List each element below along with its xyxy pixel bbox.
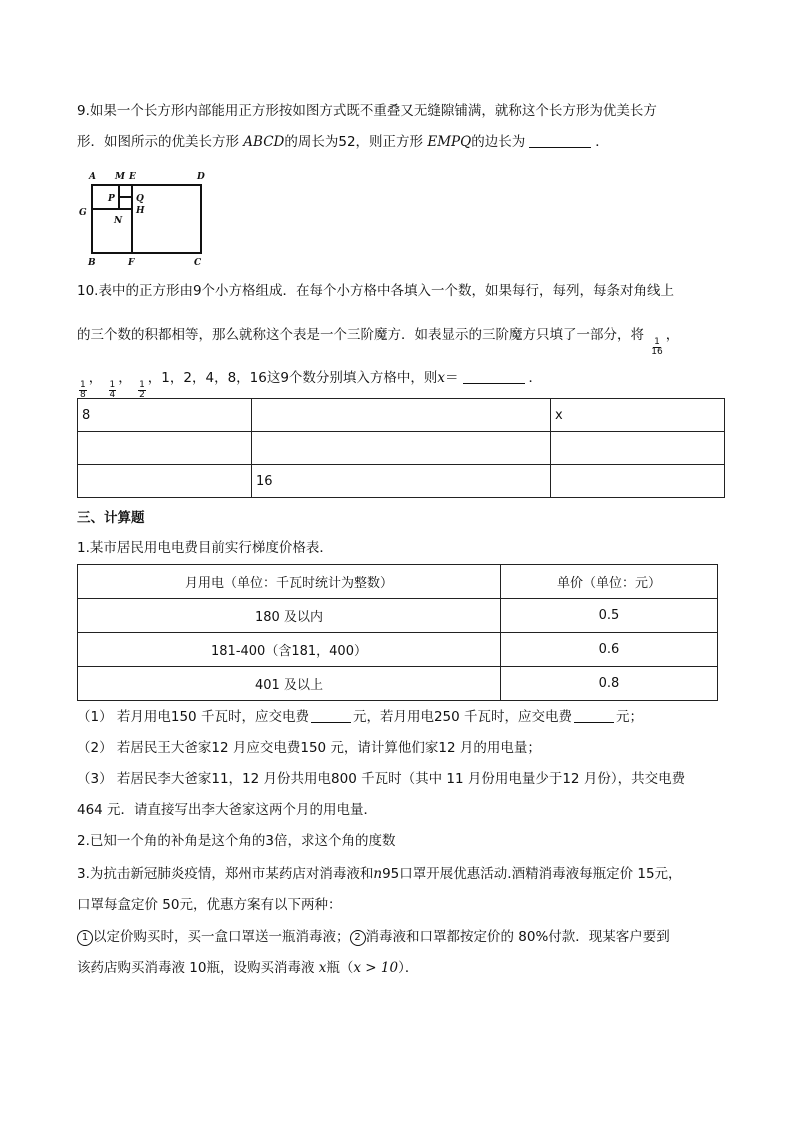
sub1-text-a: （1） 若月用电150 千瓦时，应交电费 (77, 709, 309, 725)
sub1-text-c: 元； (616, 709, 644, 725)
q10-line1: 10.表中的正方形由9个小方格组成．在每个小方格中各填入一个数，如果每行，每列，每条对角线上 (77, 283, 675, 299)
tariff-cell: 0.8 (501, 667, 718, 701)
magic-cell[interactable] (551, 465, 725, 498)
section-title: 三、计算题 (77, 510, 145, 526)
q9-text-c: 的边长为 (471, 134, 526, 150)
sub1 (77, 707, 643, 727)
magic-square-table (77, 398, 725, 498)
q10-eq: ＝ (445, 370, 459, 386)
circled-one: 1 (77, 930, 93, 946)
sub1-blank-2[interactable] (574, 708, 614, 723)
q9-text-a: 形．如图所示的优美长方形 (77, 134, 244, 150)
tariff-cell: 181-400（含181，400） (78, 633, 501, 667)
p3-text-e: ）． (398, 960, 419, 976)
q10-line2 (77, 325, 679, 357)
q9-rect-name: ABCD (243, 134, 285, 150)
tariff-header-usage: 月用电（单位：千瓦时统计为整数） (78, 565, 501, 599)
p3-line4 (77, 958, 418, 978)
tariff-cell: 180 及以内 (78, 599, 501, 633)
p3-line1 (77, 864, 682, 884)
frac-1-16: $\frac{1}{16}$ (651, 337, 663, 357)
p1-intro: 1.某市居民用电电费目前实行梯度价格表． (77, 540, 333, 556)
sub3-line2: 464 元．请直接写出李大爸家这两个月的用电量． (77, 802, 378, 818)
p3-option2: 消毒液和口罩都按定价的 80%付款．现某客户要到 (365, 929, 670, 945)
q10-line3 (77, 368, 542, 400)
sub1-text-b: 元，若月用电250 千瓦时，应交电费 (352, 709, 573, 725)
p3-condition: x > 10 (353, 960, 399, 976)
q9-text-b: 的周长为52，则正方形 (284, 134, 428, 150)
sub2: （2） 若居民王大爸家12 月应交电费150 元，请计算他们家12 月的用电量； (77, 740, 541, 756)
magic-cell[interactable] (78, 432, 252, 465)
label-c: C (194, 258, 202, 268)
label-m: M (115, 172, 125, 182)
table-row (78, 465, 725, 498)
table-header-row (78, 565, 718, 599)
magic-cell[interactable]: 16 (252, 465, 551, 498)
p2: 2.已知一个角的补角是这个角的3倍，求这个角的度数 (77, 833, 396, 849)
label-b: B (88, 258, 96, 268)
label-p: P (108, 194, 115, 204)
p3-text-a: 3.为抗击新冠肺炎疫情，郑州市某药店对消毒液和 (77, 866, 374, 882)
tariff-header-price: 单价（单位：元） (501, 565, 718, 599)
sep-1: ， (88, 370, 103, 386)
sep-2: ， (118, 370, 132, 386)
p3-n95: n (373, 866, 383, 882)
table-row (78, 432, 725, 465)
q9-square-name: EMPQ (427, 134, 472, 150)
q9-end: ． (595, 134, 609, 150)
table-row (78, 399, 725, 432)
label-h: H (136, 206, 145, 216)
magic-cell[interactable]: x (551, 399, 725, 432)
p3-line2: 口罩每盒定价 50元，优惠方案有以下两种： (77, 897, 342, 913)
frac-1-2: $\frac{1}{2}$ (139, 380, 145, 400)
magic-cell[interactable] (252, 399, 551, 432)
p3-var-x: x (318, 960, 327, 976)
magic-cell[interactable] (551, 432, 725, 465)
label-f: F (128, 258, 135, 268)
label-d: D (197, 172, 205, 182)
sub1-blank-1[interactable] (311, 708, 351, 723)
q10-answer-blank[interactable] (463, 369, 525, 384)
magic-cell[interactable]: 8 (78, 399, 252, 432)
p3-option1: 以定价购买时，买一盒口罩送一瓶消毒液； (93, 929, 350, 945)
p3-text-c: 该药店购买消毒液 10瓶，设购买消毒液 (77, 960, 319, 976)
frac-1-4: $\frac{1}{4}$ (109, 380, 116, 400)
frac-1-8: $\frac{1}{8}$ (80, 380, 86, 400)
q9-line2 (77, 132, 609, 152)
label-a: A (89, 172, 96, 182)
q10-comma: ， (665, 327, 680, 343)
p3-text-d: 瓶（ (326, 960, 354, 976)
table-row (78, 599, 718, 633)
q9-answer-blank[interactable] (529, 133, 591, 148)
q10-var-x: x (437, 370, 446, 386)
table-row (78, 667, 718, 701)
q10-text-3: ，1，2，4，8，16这9个数分别填入方格中，则 (147, 370, 438, 386)
tariff-cell: 0.5 (501, 599, 718, 633)
tariff-table (77, 564, 718, 701)
tariff-cell: 0.6 (501, 633, 718, 667)
q10-text-2: 的三个数的积都相等，那么就称这个表是一个三阶魔方．如表显示的三阶魔方只填了一部分，将 (77, 327, 644, 343)
magic-cell[interactable] (252, 432, 551, 465)
table-row (78, 633, 718, 667)
label-e: E (129, 172, 136, 182)
q9-figure (70, 168, 220, 270)
label-n: N (114, 216, 123, 226)
p3-text-b: 95口罩开展优惠活动.酒精消毒液每瓶定价 15元， (382, 866, 682, 882)
sub3-line1: （3） 若居民李大爸家11，12 月份共用电800 千瓦时（其中 11 月份用电量少于12 月份），共交电费 (77, 771, 686, 787)
magic-cell[interactable] (78, 465, 252, 498)
tariff-cell: 401 及以上 (78, 667, 501, 701)
circled-two: 2 (350, 930, 366, 946)
label-q: Q (136, 194, 144, 204)
p3-line3 (77, 927, 670, 947)
label-g: G (79, 208, 87, 218)
q9-line1: 9.如果一个长方形内部能用正方形按如图方式既不重叠又无缝隙铺满，就称这个长方形为优美长方 (77, 103, 657, 119)
q10-end: ． (528, 370, 543, 386)
